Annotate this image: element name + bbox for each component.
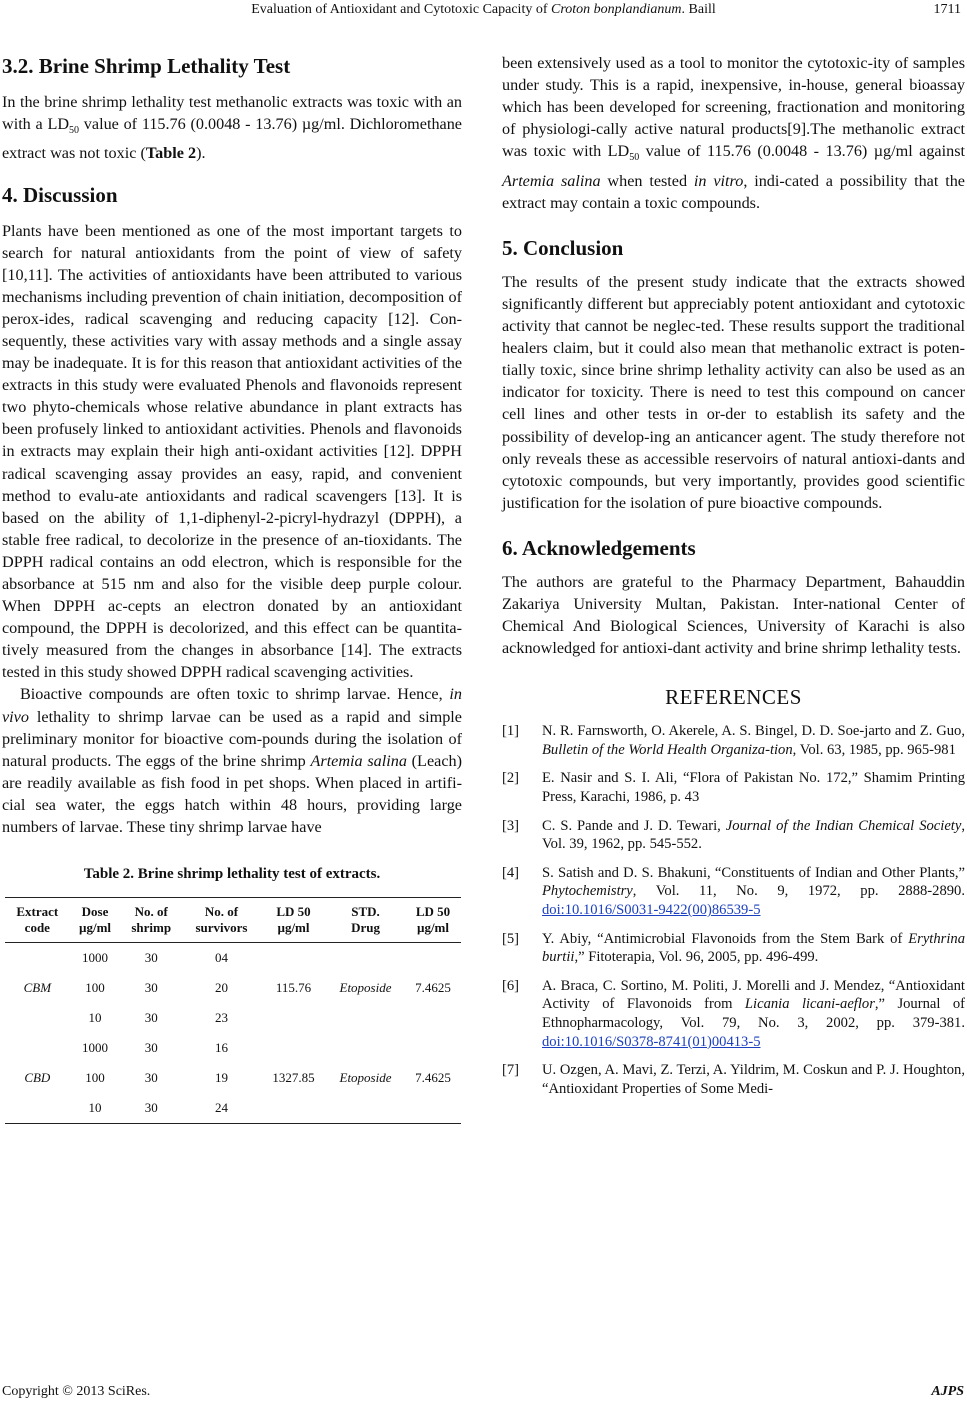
reference-item [502, 977, 965, 1051]
results-table [5, 897, 461, 1124]
paragraph-5: The results of the present study indicate that the extracts showed significantly different but appreciably potent antioxidant and cytotoxic activity that cannot be neglec-ted. These results support the traditional healers claim, but it could also mean that methanolic extract is poten-tially toxic, since brine shrimp lethality activity can also be used as an indicator for toxicity. There is need to test this compound on cancer cell lines and other tests in or-der to establish its safety and the possibility of develop-ing an anticancer agent. The study therefore not only reveals these as accessible reservoirs of natural antioxi-dants and cytotoxic compounds, but very importantly, provides good scientific justification for the isolation of pure bioactive compounds. [502, 272, 965, 512]
table-cell: 30 [144, 1010, 158, 1026]
std-drug-cell: Etoposide [326, 1033, 405, 1124]
column-header: No. of survivors [182, 898, 261, 943]
text-run: In the brine shrimp lethality test methanolic extracts was toxic with an with a LD [2, 93, 462, 134]
subscript: 50 [629, 152, 640, 164]
reference-item [502, 864, 965, 920]
reference-list [502, 722, 965, 1098]
italic-term: Licania licani-aeflor [744, 996, 875, 1013]
copyright-notice: Copyright © 2013 SciRes. [2, 1384, 151, 1399]
table-caption: Table 2. Brine shrimp lethality test of extracts. [83, 866, 381, 883]
paragraph-4-2 [2, 683, 462, 838]
reference-number: [1] [502, 723, 520, 740]
italic-term: Erythrina burtii [542, 930, 965, 966]
paragraph-6: The authors are grateful to the Pharmacy Department, Bahauddin Zakariya University Multan, Pakistan. Inter-national Center of Chemical And Biological Sciences, University of Karachi is also acknowledged for antioxi-dant activity and brine shrimp lethality tests. [502, 572, 965, 658]
table-cell: 10 [70, 1093, 121, 1124]
table-cell: 10 [88, 1010, 102, 1026]
text-run: value of 115.76 (0.0048 - 13.76) µg/ml. Dichloromethane extract was not toxic ( [2, 115, 462, 163]
reference-number: [7] [502, 1062, 520, 1079]
running-title-suffix: . Baill [681, 2, 716, 17]
page-number: 1711 [933, 2, 961, 17]
references-heading: REFERENCES [665, 685, 802, 710]
table-reference: Table 2 [145, 144, 197, 163]
text-run: , indi-cated a possibility that the extract may contain a toxic compounds. [502, 171, 965, 212]
italic-term: Artemia salina [310, 751, 407, 770]
table-cell: 19 [214, 1070, 228, 1086]
table-cell: 30 [144, 980, 158, 996]
text-run: been extensively used as a tool to monitor the cytotoxic-ity of samples under study. This is a rapid, inexpensive, in-house, general bioassay which has been developed for screening, fractionation and monitoring of physiologi-cally active natural products[9].The methanolic extract was toxic with LD [502, 54, 965, 161]
italic-term: in vitro [693, 171, 744, 190]
left-column [2, 52, 462, 1124]
table-cell: 30 [144, 1040, 158, 1056]
table-cell: 16 [214, 1040, 228, 1056]
text-run: A. Braca, C. Sortino, M. Politi, J. Morelli and J. Mendez, “Antioxidant Activity of Flavonoids from [542, 977, 965, 1013]
text-run: value of 115.76 (0.0048 - 13.76) µg/ml against [639, 142, 966, 161]
section-heading-6: 6. Acknowledgements [502, 535, 696, 560]
subscript: 50 [69, 125, 80, 137]
column-header: STD. Drug [326, 898, 405, 943]
italic-term: Bulletin of the World Health Organiza-tion [542, 741, 793, 758]
extract-code-cell: CBM [23, 980, 52, 996]
right-column [502, 52, 965, 1108]
table-cell: 20 [214, 980, 228, 996]
text-run: ,” Fitoterapia, Vol. 96, 2005, pp. 496-499. [574, 949, 819, 966]
reference-number: [6] [502, 977, 520, 994]
reference-number: [4] [502, 864, 520, 881]
running-title-text: Evaluation of Antioxidant and Cytotoxic Capacity of [251, 2, 551, 17]
paragraph-4-1: Plants have been mentioned as one of the most important targets to search for natural antioxidants from the point of view of safety [10,11]. The activities of antioxidants have been attributed to various mechanisms including prevention of chain initiation, decomposition of perox-ides, radical scavenging and reducing capacity [12]. Con-sequently, these activities vary with assay methods and a single assay may be inadequate. It is for this reason that antioxidant activities of the extracts in this study were evaluated Phenols and flavonoids represent two phyto-chemicals whose relative abundance in plant extracts has been profusely linked to antioxidant activities. Phenols and flavonoids in extracts may explain their high anti-oxidant activities [12]. DPPH radical scavenging assay provides an easy, rapid, and convenient method to evalu-ate antioxidants and radical scavengers [13]. It is based on the ability of 1,1-diphenyl-2-picryl-hydrazyl (DPPH), a stable free radical, to decolorize in the presence of an-tioxidants. The DPPH radical contains an odd electron, which is responsible for the absorbance at 515 nm and also for the visible deep purple colour. When DPPH ac-cepts an electron donated by an antioxidant compound, the DPPH is decolorized, and this effect can be quantita-tively measured from the changes in absorbance [14]. The extracts tested in this study showed DPPH radical scavenging activities. [2, 221, 462, 682]
text-run: N. R. Farnsworth, O. Akerele, A. S. Bingel, D. D. Soe-jarto and Z. Guo, [542, 723, 965, 740]
reference-number: [3] [502, 817, 520, 834]
italic-term: Phytochemistry [542, 883, 633, 900]
reference-number: [5] [502, 930, 520, 947]
doi-link[interactable]: doi:10.1016/S0031-9422(00)86539-5 [542, 902, 761, 919]
italic-term: Journal of the Indian Chemical Society [725, 817, 962, 834]
italic-term: Artemia salina [502, 171, 601, 190]
text-run: when tested [600, 171, 694, 190]
ld50-cell: 1327.85 [261, 1033, 326, 1124]
column-header: Dose µg/ml [70, 898, 121, 943]
text-run: , Vol. 11, No. 9, 1972, pp. 2888-2890. [632, 883, 965, 900]
section-heading-5: 5. Conclusion [502, 235, 624, 260]
text-run: C. S. Pande and J. D. Tewari, [542, 817, 726, 834]
table-cell: 100 [85, 1070, 105, 1086]
reference-item [502, 722, 965, 759]
table-row [5, 1033, 461, 1063]
table-cell: 23 [214, 1010, 228, 1026]
text-run: Y. Abiy, “Antimicrobial Flavonoids from the Stem Bark of [542, 930, 909, 947]
column-header: No. of shrimp [120, 898, 182, 943]
table-cell: 1000 [82, 1040, 109, 1056]
italic-term: in vivo [2, 685, 462, 726]
table-cell: 04 [214, 950, 228, 966]
table-cell: 30 [144, 1070, 158, 1086]
table-row [5, 943, 461, 974]
text-run: , Vol. 63, 1985, pp. 965-981 [792, 741, 956, 758]
std-drug-cell: Etoposide [339, 980, 392, 996]
section-heading-3-2: 3.2. Brine Shrimp Lethality Test [2, 54, 291, 78]
page-footer [2, 1384, 964, 1404]
column-header: LD 50 µg/ml [405, 898, 461, 943]
text-run: ). [196, 144, 206, 163]
journal-abbreviation: AJPS [931, 1384, 964, 1399]
running-title-species: Croton bonplandianum [551, 2, 682, 17]
text-run: , Vol. 39, 1962, pp. 545-552. [542, 817, 965, 853]
reference-item [502, 930, 965, 967]
column-header: LD 50 µg/ml [261, 898, 326, 943]
text-run: E. Nasir and S. I. Ali, “Flora of Pakistan No. 172,” Shamim Printing Press, Karachi, 1986, p. 43 [542, 770, 965, 806]
table-cell: 24 [182, 1093, 261, 1124]
reference-item [502, 1061, 965, 1098]
section-heading-4: 4. Discussion [2, 182, 118, 207]
table-cell: 30 [144, 950, 158, 966]
reference-number: [2] [502, 770, 520, 787]
reference-item [502, 769, 965, 806]
running-title [0, 2, 967, 18]
running-header [0, 2, 967, 24]
ld50-cell: 115.76 [275, 980, 312, 996]
table-cell: 30 [120, 1093, 182, 1124]
doi-link[interactable]: doi:10.1016/S0378-8741(01)00413-5 [542, 1033, 761, 1050]
text-run: Bioactive compounds are often toxic to shrimp larvae. Hence, [20, 685, 450, 704]
text-run: S. Satish and D. S. Bhakuni, “Constituents of Indian and Other Plants,” [542, 864, 965, 881]
table-cell: 1000 [82, 950, 109, 966]
text-run: ,” Journal of Ethnopharmacology, Vol. 79, No. 3, 2002, pp. 379-381. [542, 996, 965, 1032]
text-run: lethality to shrimp larvae can be used as a rapid and simple preliminary monitor for bioactive com-pounds during the isolation of natural products. The eggs of the brine shrimp [2, 707, 462, 770]
table-header-row [5, 898, 461, 943]
paragraph-3-2 [2, 91, 462, 165]
drug-ld50-cell: 7.4625 [405, 1033, 461, 1124]
paragraph-4-continued [502, 52, 965, 214]
column-header: Extract code [5, 898, 70, 943]
extract-code-cell: CBD [5, 1033, 70, 1124]
text-run: U. Ozgen, A. Mavi, Z. Terzi, A. Yildrim, M. Coskun and P. J. Houghton, “Antioxidant Properties of Some Medi- [542, 1062, 965, 1097]
text-run: (Leach) are readily available as fish food in pet shops. When placed in artifi-cial sea water, the eggs hatch within 48 hours, providing large numbers of larvae. These tiny shrimp larvae have [2, 751, 462, 837]
reference-item [502, 817, 965, 854]
drug-ld50-cell: 7.4625 [415, 980, 451, 996]
table-cell: 100 [85, 980, 105, 996]
